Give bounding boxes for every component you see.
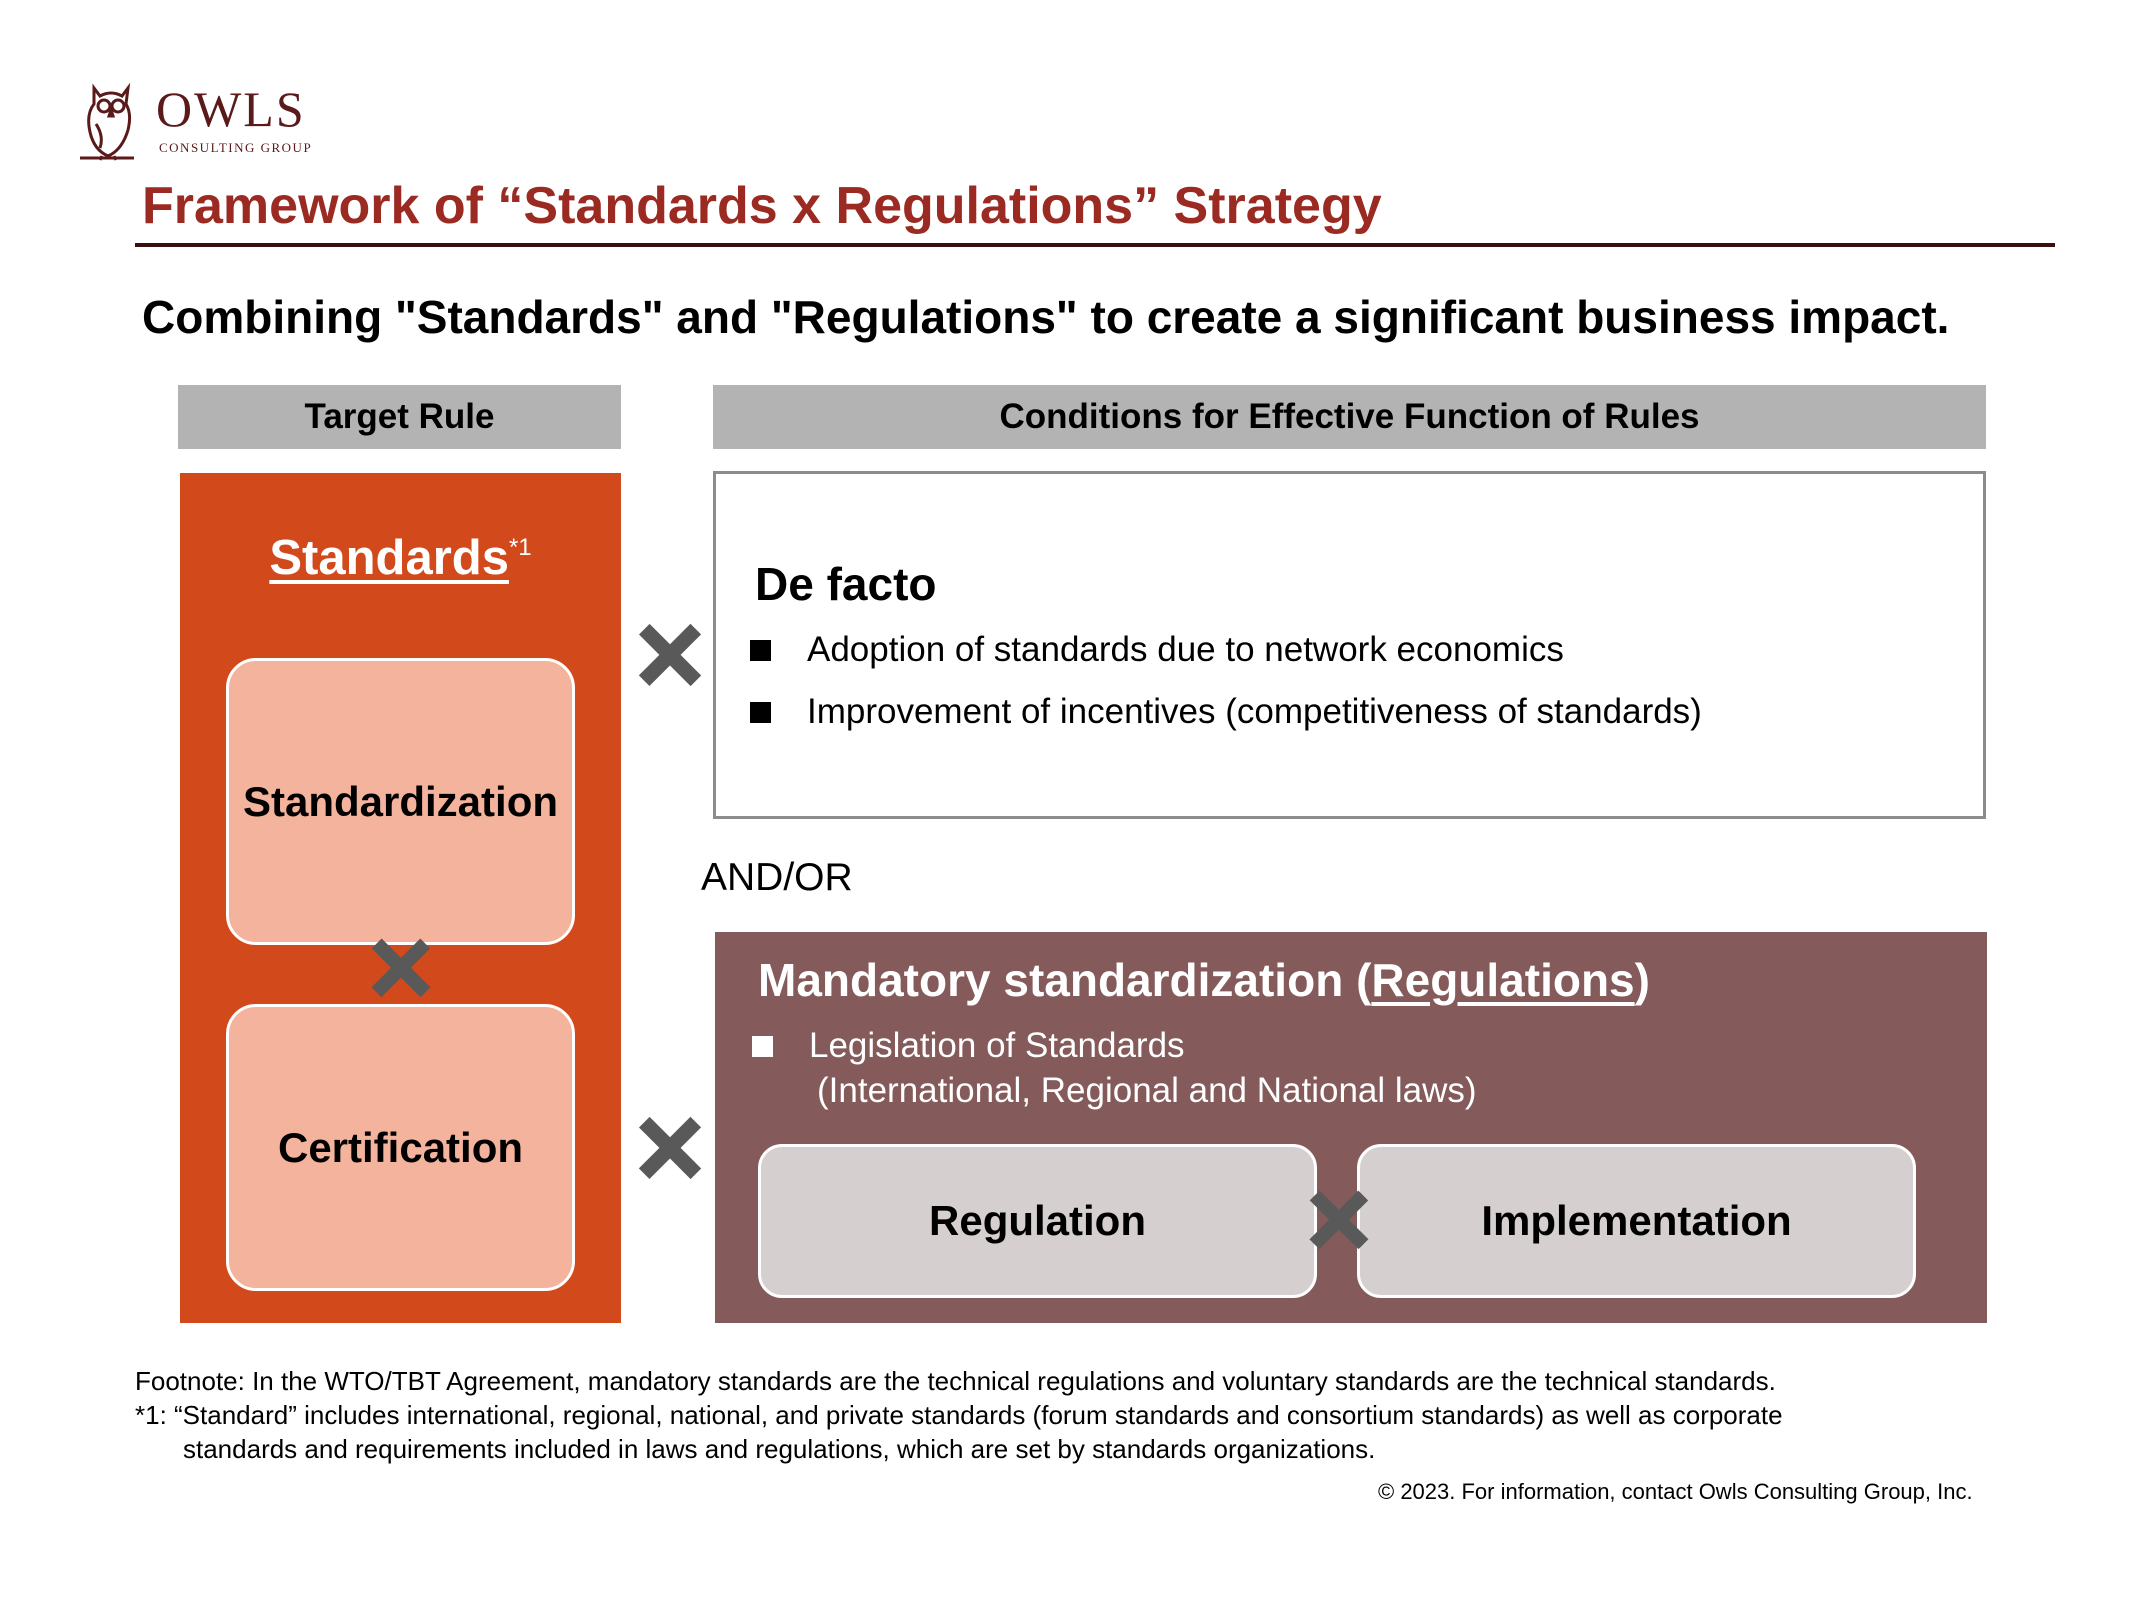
owl-logo-icon <box>74 78 148 162</box>
square-bullet-icon <box>750 640 771 661</box>
and-or-label: AND/OR <box>701 856 853 899</box>
mandatory-bullet-sub: (International, Regional and National laws) <box>817 1071 1477 1110</box>
implementation-box: Implementation <box>1357 1144 1916 1298</box>
cross-icon <box>632 617 708 693</box>
mandatory-title-regulations: Regulations <box>1371 954 1635 1006</box>
mandatory-title-suffix: ) <box>1634 954 1650 1006</box>
mandatory-title <box>758 953 1650 1007</box>
mandatory-title-prefix: Mandatory standardization ( <box>758 954 1372 1006</box>
title-divider <box>135 243 2055 247</box>
square-bullet-icon <box>750 702 771 723</box>
certification-box: Certification <box>226 1004 575 1291</box>
de-facto-bullet <box>750 692 1702 732</box>
de-facto-bullet <box>750 630 1564 670</box>
headline: Combining "Standards" and "Regulations" to create a significant business impact. <box>142 291 1950 343</box>
regulation-box: Regulation <box>758 1144 1317 1298</box>
footnote-line: Footnote: In the WTO/TBT Agreement, mandatory standards are the technical regulations and voluntary standards are the technical standards. <box>135 1366 1776 1396</box>
standards-title-text: Standards <box>269 531 509 585</box>
standards-title <box>180 530 621 586</box>
mandatory-bullet <box>752 1026 1185 1066</box>
footnote-mark: *1 <box>508 534 532 561</box>
bullet-text: Adoption of standards due to network economics <box>807 630 1564 669</box>
cross-icon <box>632 1110 708 1186</box>
de-facto-title: De facto <box>755 558 937 610</box>
standardization-box: Standardization <box>226 658 575 945</box>
footnote-line: standards and requirements included in laws and regulations, which are set by standards organizations. <box>183 1434 1376 1464</box>
bullet-text: Legislation of Standards <box>809 1026 1185 1065</box>
cross-icon <box>365 932 437 1004</box>
logo-wordmark: OWLS <box>156 81 306 137</box>
copyright: © 2023. For information, contact Owls Consulting Group, Inc. <box>1378 1479 1973 1504</box>
bullet-text: Improvement of incentives (competitiveness of standards) <box>807 692 1702 731</box>
target-rule-header: Target Rule <box>178 385 621 449</box>
conditions-header: Conditions for Effective Function of Rules <box>713 385 1986 449</box>
page-title: Framework of “Standards x Regulations” Strategy <box>142 177 1382 235</box>
square-bullet-icon <box>752 1036 773 1057</box>
logo-subtitle: CONSULTING GROUP <box>159 140 313 155</box>
footnote-line: *1: “Standard” includes international, regional, national, and private standards (forum standards and consortium standards) as well as corporate <box>135 1400 1783 1430</box>
cross-icon <box>1303 1184 1375 1256</box>
